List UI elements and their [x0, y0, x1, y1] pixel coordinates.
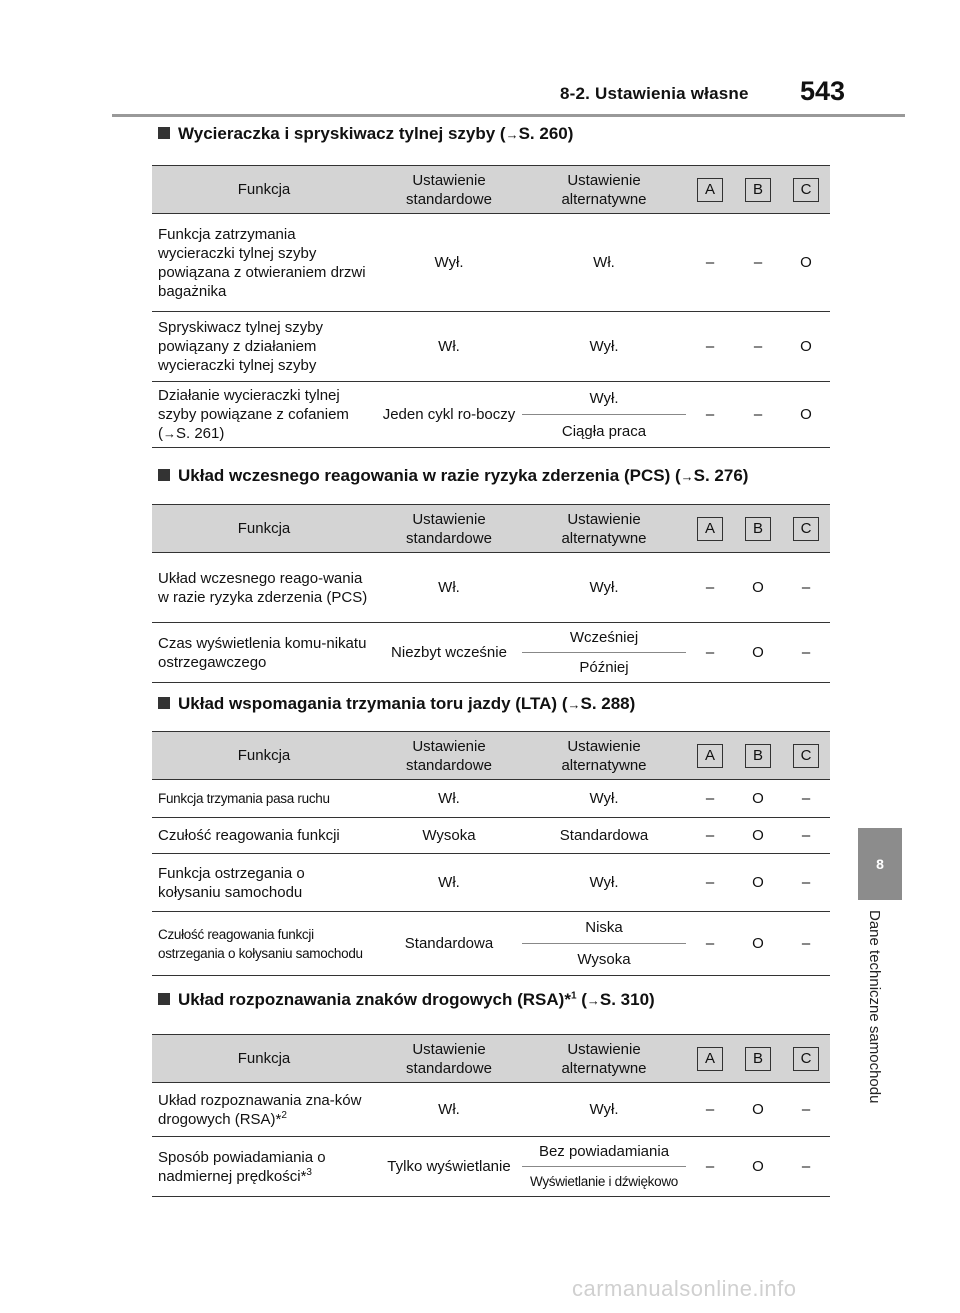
- mark-b: O: [734, 553, 782, 623]
- arrow-right-icon: →: [680, 469, 694, 484]
- standard-cell: Tylko wyświetlanie: [376, 1137, 522, 1197]
- function-cell: Układ wczesnego reago-wania w razie ryzyka zderzenia (PCS): [152, 553, 376, 623]
- table-header-row: [152, 505, 830, 553]
- alternative-cell: Wcześniej: [522, 623, 686, 653]
- function-cell: Spryskiwacz tylnej szyby powiązany z działaniem wycieraczki tylnej szyby: [152, 312, 376, 382]
- standard-cell: Jeden cykl ro-boczy: [376, 382, 522, 448]
- bullet-icon: [158, 127, 170, 139]
- bullet-icon: [158, 469, 170, 481]
- header-rule: [112, 114, 905, 117]
- arrow-right-icon: →: [505, 127, 519, 142]
- alternative-cell: Później: [522, 653, 686, 683]
- settings-table: [152, 731, 830, 976]
- standard-cell: Wł.: [376, 1083, 522, 1137]
- table-row: [152, 780, 830, 818]
- mark-a: –: [686, 1083, 734, 1137]
- table-row: [152, 854, 830, 912]
- column-header-a: A: [686, 166, 734, 214]
- table-row: [152, 312, 830, 382]
- mark-c: O: [782, 382, 830, 448]
- mark-a: –: [686, 312, 734, 382]
- column-header-b: B: [734, 166, 782, 214]
- mark-a: –: [686, 912, 734, 976]
- page-number: 543: [800, 76, 846, 106]
- mark-c: –: [782, 780, 830, 818]
- column-header-alternative: Ustawienie alternatywne: [522, 505, 686, 553]
- chapter-tab[interactable]: 8: [858, 828, 902, 900]
- section-heading: Układ wczesnego reagowania w razie ryzyka zderzenia (PCS) (→S. 276): [158, 466, 748, 486]
- mark-a: –: [686, 623, 734, 683]
- table-row: [152, 912, 830, 944]
- settings-table: [152, 504, 830, 683]
- table-row: [152, 214, 830, 312]
- table-row: [152, 818, 830, 854]
- table-header-row: [152, 732, 830, 780]
- alternative-cell: Wył.: [522, 1083, 686, 1137]
- mark-b: O: [734, 854, 782, 912]
- watermark: carmanualsonline.info: [572, 1276, 797, 1301]
- section-heading: Wycieraczka i spryskiwacz tylnej szyby (→S. 260): [158, 124, 573, 144]
- mark-b: O: [734, 623, 782, 683]
- bullet-icon: [158, 697, 170, 709]
- function-cell: Czułość reagowania funkcji ostrzegania o kołysaniu samochodu: [152, 912, 376, 976]
- standard-cell: Wł.: [376, 553, 522, 623]
- section-heading: Układ wspomagania trzymania toru jazdy (LTA) (→S. 288): [158, 694, 635, 714]
- alternative-cell: Wył.: [522, 382, 686, 415]
- mark-c: –: [782, 818, 830, 854]
- bullet-icon: [158, 993, 170, 1005]
- column-header-b: B: [734, 1035, 782, 1083]
- mark-b: –: [734, 312, 782, 382]
- table-row: [152, 623, 830, 653]
- column-header-a: A: [686, 732, 734, 780]
- column-header-standard: Ustawienie standardowe: [376, 505, 522, 553]
- arrow-right-icon: →: [567, 697, 581, 712]
- mark-a: –: [686, 214, 734, 312]
- column-header-standard: Ustawienie standardowe: [376, 166, 522, 214]
- mark-c: –: [782, 1083, 830, 1137]
- mark-b: –: [734, 214, 782, 312]
- alternative-cell: Wył.: [522, 553, 686, 623]
- mark-c: –: [782, 553, 830, 623]
- standard-cell: Wł.: [376, 780, 522, 818]
- arrow-right-icon: →: [163, 426, 176, 441]
- column-header-function: Funkcja: [152, 732, 376, 780]
- alternative-cell: Standardowa: [522, 818, 686, 854]
- standard-cell: Wł.: [376, 854, 522, 912]
- column-header-a: A: [686, 1035, 734, 1083]
- column-header-function: Funkcja: [152, 166, 376, 214]
- standard-cell: Wysoka: [376, 818, 522, 854]
- function-cell: Działanie wycieraczki tylnej szyby powiązane z cofaniem (→S. 261): [152, 382, 376, 448]
- column-header-c: C: [782, 505, 830, 553]
- header-title: 8-2. Ustawienia własne: [560, 84, 749, 103]
- column-header-function: Funkcja: [152, 1035, 376, 1083]
- mark-b: O: [734, 818, 782, 854]
- mark-c: –: [782, 854, 830, 912]
- mark-a: –: [686, 854, 734, 912]
- standard-cell: Wył.: [376, 214, 522, 312]
- function-cell: Funkcja zatrzymania wycieraczki tylnej szyby powiązana z otwieraniem drzwi bagażnika: [152, 214, 376, 312]
- alternative-cell: Wył.: [522, 312, 686, 382]
- mark-a: –: [686, 553, 734, 623]
- mark-b: –: [734, 382, 782, 448]
- mark-c: O: [782, 312, 830, 382]
- mark-a: –: [686, 1137, 734, 1197]
- mark-c: –: [782, 1137, 830, 1197]
- standard-cell: Standardowa: [376, 912, 522, 976]
- mark-a: –: [686, 818, 734, 854]
- column-header-c: C: [782, 166, 830, 214]
- function-cell: Funkcja trzymania pasa ruchu: [152, 780, 376, 818]
- table-row: [152, 1083, 830, 1137]
- function-cell: Czas wyświetlenia komu-nikatu ostrzegawczego: [152, 623, 376, 683]
- mark-c: –: [782, 912, 830, 976]
- mark-b: O: [734, 780, 782, 818]
- mark-c: –: [782, 623, 830, 683]
- section-heading: Układ rozpoznawania znaków drogowych (RSA)*$^1$ (→S. 310): [158, 990, 655, 1010]
- alternative-cell: Wył.: [522, 780, 686, 818]
- alternative-cell: Wysoka: [522, 944, 686, 976]
- column-header-b: B: [734, 505, 782, 553]
- settings-table: [152, 165, 830, 448]
- alternative-cell: Bez powiadamiania: [522, 1137, 686, 1167]
- alternative-cell: Wył.: [522, 854, 686, 912]
- column-header-alternative: Ustawienie alternatywne: [522, 732, 686, 780]
- mark-a: –: [686, 780, 734, 818]
- settings-table: [152, 1034, 830, 1197]
- standard-cell: Wł.: [376, 312, 522, 382]
- mark-c: O: [782, 214, 830, 312]
- mark-b: O: [734, 912, 782, 976]
- column-header-alternative: Ustawienie alternatywne: [522, 166, 686, 214]
- alternative-cell: Wł.: [522, 214, 686, 312]
- column-header-function: Funkcja: [152, 505, 376, 553]
- standard-cell: Niezbyt wcześnie: [376, 623, 522, 683]
- alternative-cell: Ciągła praca: [522, 415, 686, 448]
- function-cell: Czułość reagowania funkcji: [152, 818, 376, 854]
- column-header-alternative: Ustawienie alternatywne: [522, 1035, 686, 1083]
- column-header-standard: Ustawienie standardowe: [376, 732, 522, 780]
- column-header-c: C: [782, 1035, 830, 1083]
- column-header-a: A: [686, 505, 734, 553]
- table-header-row: [152, 166, 830, 214]
- table-row: [152, 553, 830, 623]
- arrow-right-icon: →: [586, 993, 600, 1008]
- function-cell: Funkcja ostrzegania o kołysaniu samochodu: [152, 854, 376, 912]
- column-header-b: B: [734, 732, 782, 780]
- alternative-cell: Niska: [522, 912, 686, 944]
- mark-a: –: [686, 382, 734, 448]
- table-row: [152, 1137, 830, 1167]
- function-cell: Sposób powiadamiania o nadmiernej prędkości*$^3$: [152, 1137, 376, 1197]
- table-header-row: [152, 1035, 830, 1083]
- alternative-cell: Wyświetlanie i dźwiękowo: [522, 1167, 686, 1197]
- column-header-standard: Ustawienie standardowe: [376, 1035, 522, 1083]
- chapter-label: Dane techniczne samochodu: [866, 910, 883, 1104]
- table-row: [152, 382, 830, 415]
- mark-b: O: [734, 1083, 782, 1137]
- column-header-c: C: [782, 732, 830, 780]
- function-cell: Układ rozpoznawania zna-ków drogowych (RSA)*$^2$: [152, 1083, 376, 1137]
- mark-b: O: [734, 1137, 782, 1197]
